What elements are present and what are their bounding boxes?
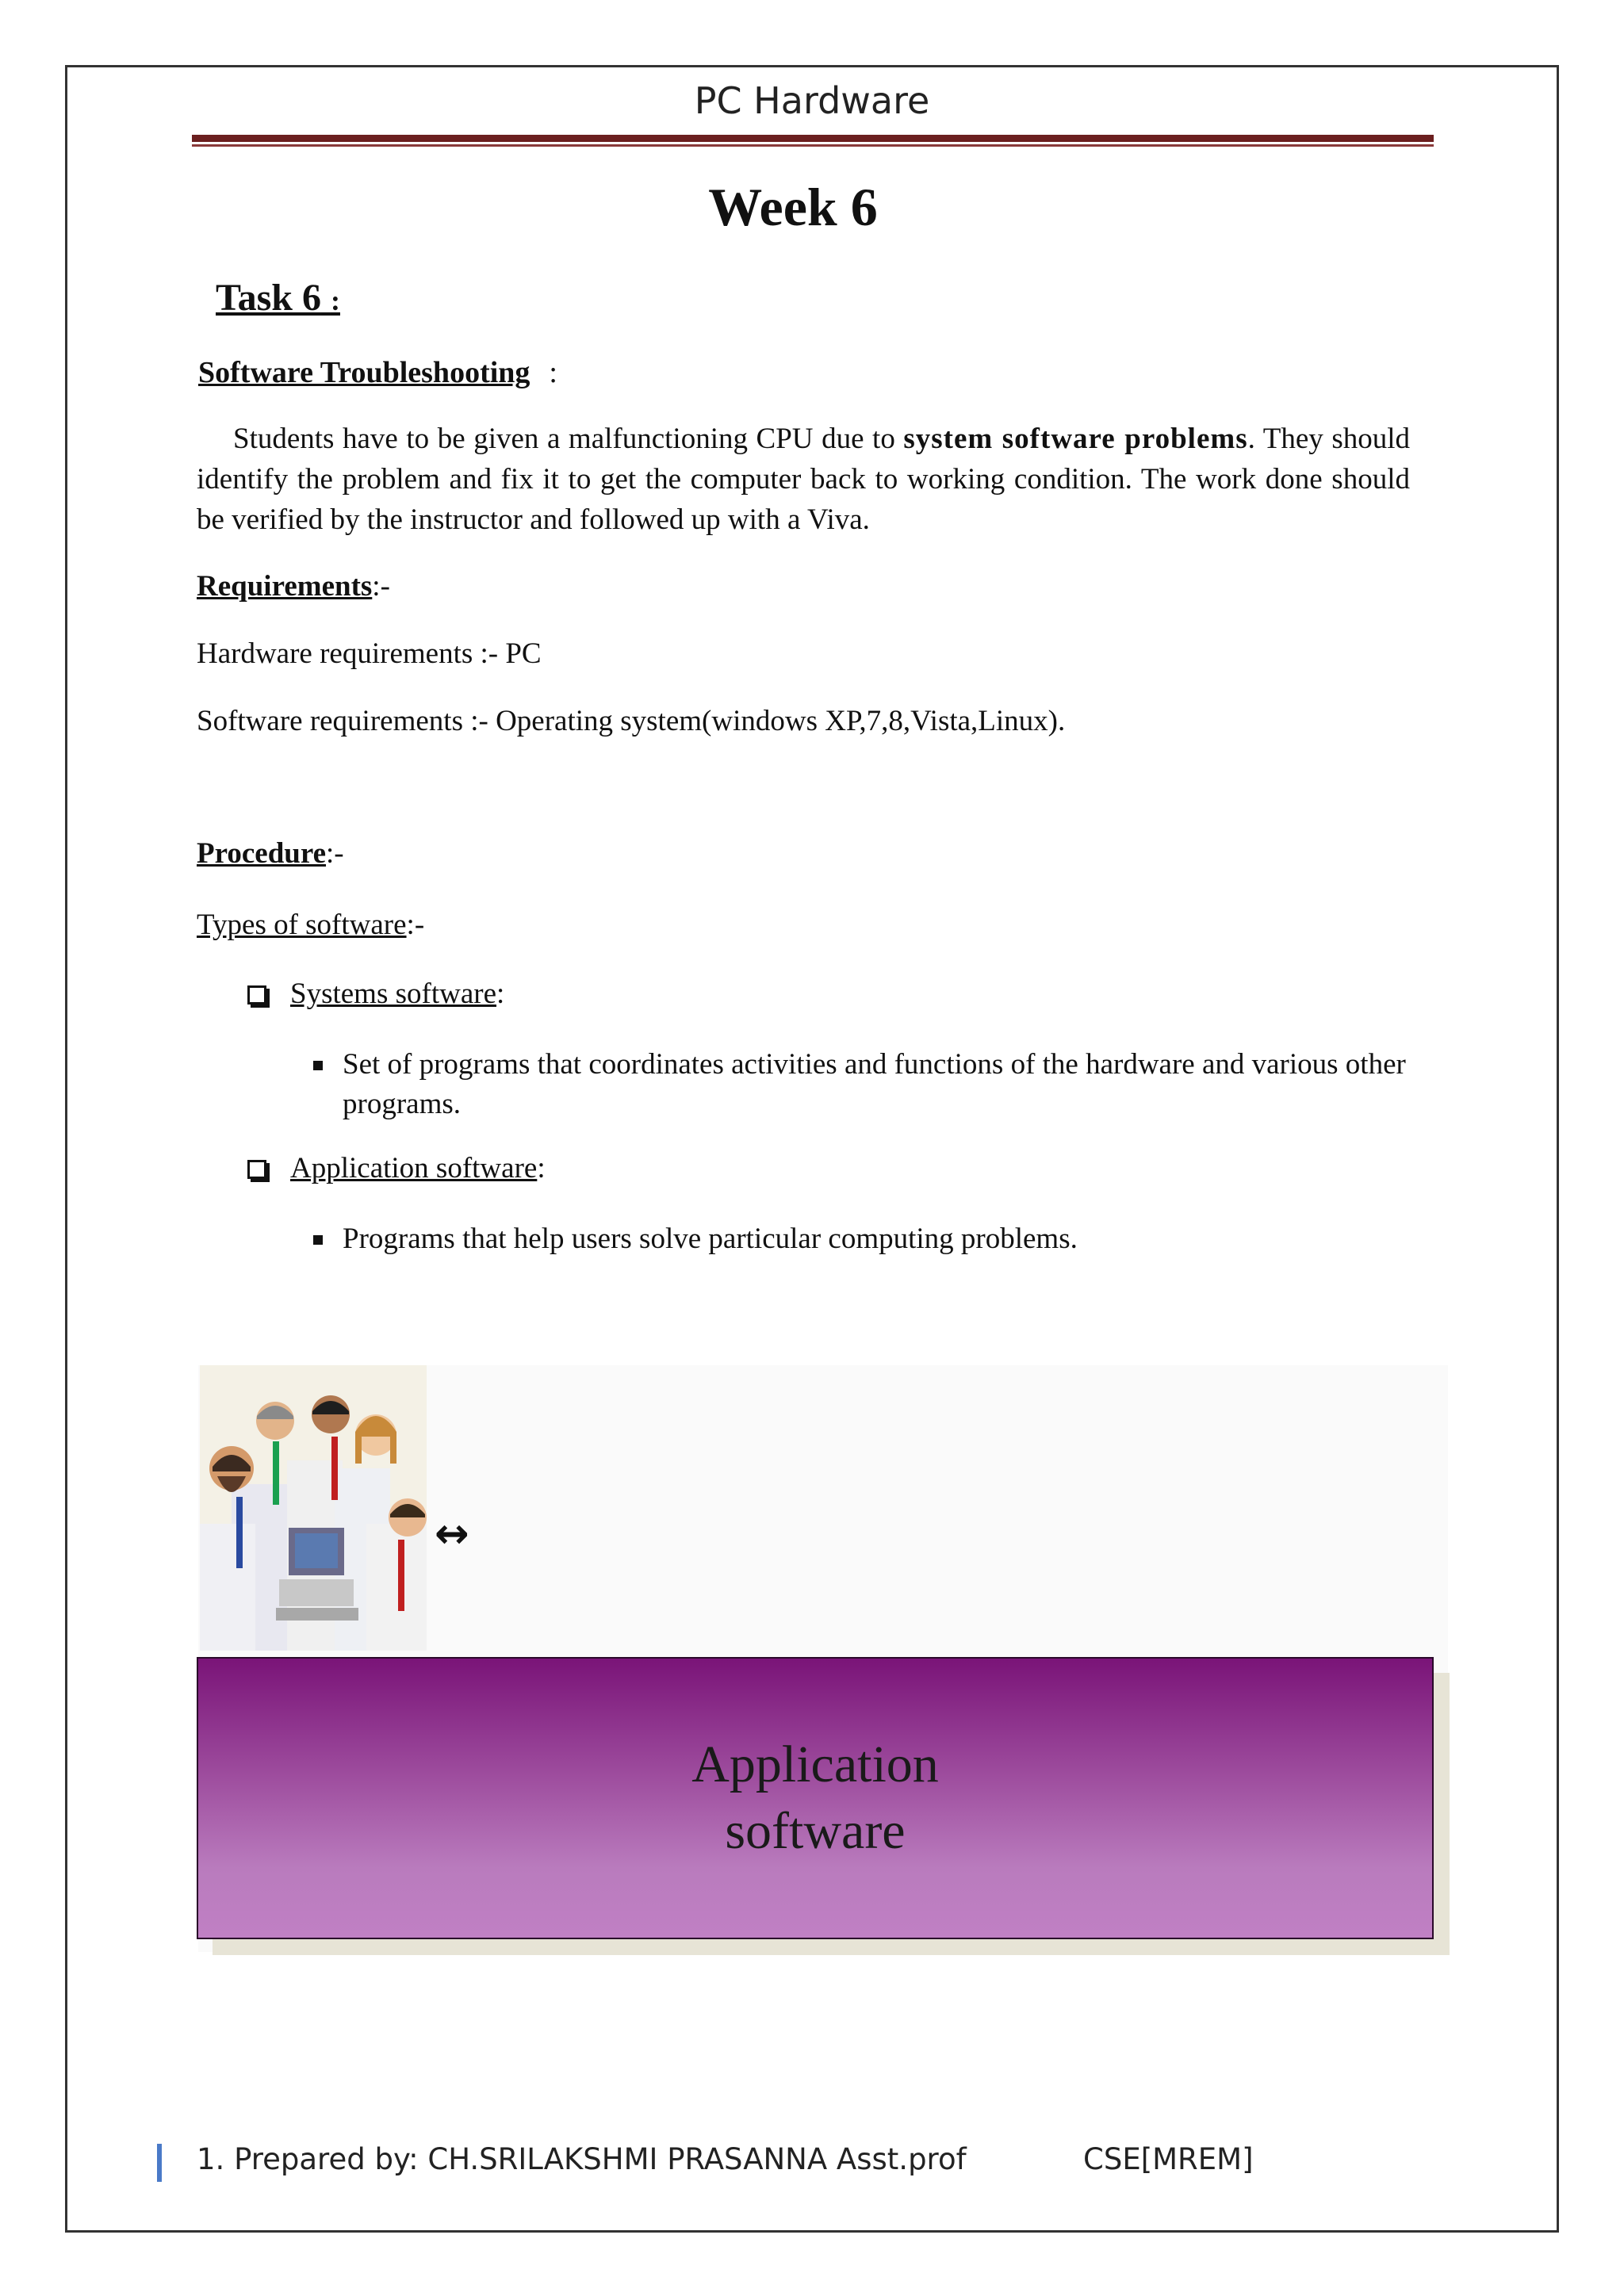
section-colon: :: [549, 356, 557, 389]
people-with-computer-clipart: [200, 1365, 427, 1651]
footer-department: CSE[MREM]: [1083, 2142, 1254, 2176]
checkbox-bullet-icon: [247, 985, 266, 1004]
sub-item-text: Set of programs that coordinates activities and functions of the hardware and various other programs.: [343, 1048, 1406, 1120]
intro-paragraph: [197, 419, 1410, 540]
header-rule: [192, 135, 1434, 142]
procedure-heading: [197, 836, 344, 871]
types-heading: [197, 908, 424, 942]
hardware-requirements: Hardware requirements :- PC: [197, 637, 542, 670]
software-requirements: Software requirements :- Operating system(windows XP,7,8,Vista,Linux).: [197, 705, 1066, 737]
list-item-label: Application software: [290, 1152, 538, 1184]
types-suffix: :-: [406, 909, 425, 941]
header-rule-thin: [192, 144, 1434, 147]
intro-text-bold: system software problems: [903, 423, 1248, 455]
intro-text-after: . They should identify the problem and fix it to get the computer back to working condition. The work done should be verified by the instructor and followed up with a Viva.: [197, 423, 1410, 536]
intro-text-before: Students have to be given a malfunctioning CPU due to: [233, 423, 904, 455]
types-label: Types of software: [197, 909, 407, 941]
procedure-label: Procedure: [197, 837, 327, 870]
checkbox-bullet-icon: [247, 1160, 266, 1179]
double-arrow-icon: ↔: [435, 1510, 469, 1558]
sub-item-application-description: [343, 1219, 1421, 1259]
week-title: Week 6: [708, 177, 878, 237]
sub-item-systems-description: [343, 1045, 1421, 1124]
list-item-suffix: :: [496, 978, 505, 1010]
sub-item-text: Programs that help users solve particular computing problems.: [343, 1223, 1078, 1255]
list-item-suffix: :: [537, 1152, 546, 1184]
list-item-application-software: [247, 1151, 546, 1185]
task-heading: [216, 276, 340, 320]
application-software-box: [197, 1657, 1434, 1939]
requirements-label: Requirements: [197, 570, 373, 603]
task-label: Task 6: [216, 277, 321, 319]
section-title: Software Troubleshooting: [198, 356, 530, 389]
section-heading: [198, 355, 557, 390]
requirements-suffix: :-: [372, 570, 390, 603]
people-clipart-icon: [200, 1365, 427, 1651]
square-bullet-icon: [313, 1235, 323, 1245]
procedure-suffix: :-: [326, 837, 344, 870]
running-header: PC Hardware: [694, 79, 930, 122]
square-bullet-icon: [313, 1061, 323, 1070]
list-item-label: Systems software: [290, 978, 496, 1010]
requirements-heading: [197, 569, 390, 603]
footer-prepared-by: 1. Prepared by: CH.SRILAKSHMI PRASANNA Asst.prof: [197, 2142, 967, 2176]
application-software-label: Application software: [691, 1735, 939, 1860]
footer-accent-bar: [157, 2144, 162, 2182]
task-colon: :: [330, 285, 340, 316]
list-item-systems-software: [247, 977, 504, 1011]
